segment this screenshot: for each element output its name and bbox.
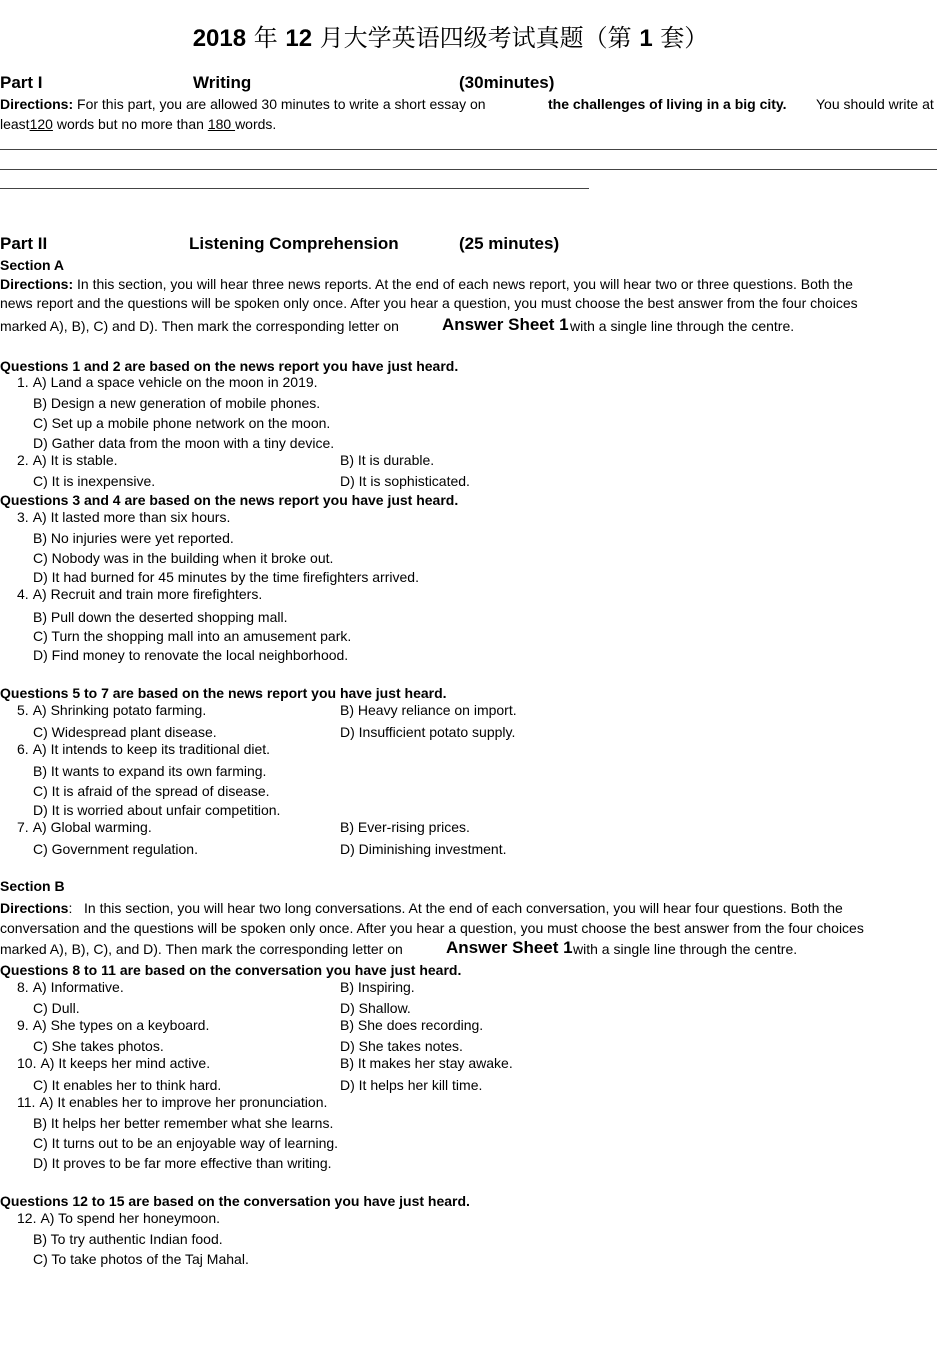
section-a-heading: Section A (0, 257, 65, 273)
q5-option-d: D) Insufficient potato supply. (340, 724, 516, 740)
q11-option-d: D) It proves to be far more effective than writing. (33, 1155, 332, 1171)
section-b-directions-line3: marked A), B), C), and D). Then mark the corresponding letter on (0, 941, 403, 957)
title-month: 12 (285, 25, 313, 52)
part1-directions-line1 (0, 96, 486, 112)
answer-line (0, 149, 937, 150)
q2-option-d: D) It is sophisticated. (340, 473, 470, 489)
part1-essay-topic: the challenges of living in a big city. (548, 96, 787, 112)
q12-option-a-text: A) To spend her honeymoon. (40, 1210, 220, 1226)
q1-option-a-text: A) Land a space vehicle on the moon in 2019. (32, 374, 318, 390)
answer-line (0, 188, 589, 189)
section-a-directions-lead: Directions: (0, 276, 74, 292)
section-a-answer-sheet: Answer Sheet 1 (442, 315, 569, 334)
part1-middle-text: words but no more than (52, 116, 208, 132)
q7-option-c: C) Government regulation. (33, 841, 198, 857)
part1-directions-text: For this part, you are allowed 30 minutes to write a short essay on (73, 96, 486, 112)
q11-option-a-text: A) It enables her to improve her pronunciation. (39, 1094, 328, 1110)
title-set-number: 1 (639, 25, 653, 52)
part1-time: (30minutes) (459, 73, 555, 92)
q10-option-c: C) It enables her to think hard. (33, 1077, 222, 1093)
q9-number: 9. (17, 1017, 29, 1033)
q10-option-b: B) It makes her stay awake. (340, 1055, 513, 1071)
part2-name: Listening Comprehension (189, 234, 399, 253)
section-a-directions-line1 (0, 276, 853, 292)
part1-least-text: least (0, 116, 30, 132)
q7-option-b: B) Ever-rising prices. (340, 819, 470, 835)
title-text: 月大学英语四级考试真题（第 (312, 24, 640, 52)
q12-option-b: B) To try authentic Indian food. (33, 1231, 223, 1247)
section-a-directions-text: In this section, you will hear three news reports. At the end of each news report, you will hear two or three questions. Both the (73, 276, 853, 292)
section-b-heading: Section B (0, 878, 65, 894)
q1-option-a (17, 374, 318, 390)
q12-number: 12. (17, 1210, 37, 1226)
q6-option-b: B) It wants to expand its own farming. (33, 763, 267, 779)
title-set-end: 套） (652, 24, 709, 52)
q12-option-a (17, 1210, 220, 1226)
q11-number: 11. (17, 1094, 36, 1110)
part1-directions-continued: You should write at (816, 96, 934, 112)
q5-option-a (17, 702, 206, 718)
part1-name: Writing (193, 73, 252, 92)
part1-directions-line2 (0, 116, 276, 132)
q10-number: 10. (17, 1055, 37, 1071)
part1-max-words: 180 (207, 116, 236, 132)
q10-option-d: D) It helps her kill time. (340, 1077, 483, 1093)
q2-option-a (17, 452, 118, 468)
q6-option-c: C) It is afraid of the spread of disease. (33, 783, 270, 799)
q4-option-b: B) Pull down the deserted shopping mall. (33, 609, 288, 625)
q9-option-a (17, 1017, 209, 1033)
q3-option-d: D) It had burned for 45 minutes by the time firefighters arrived. (33, 569, 419, 585)
q7-option-a (17, 819, 152, 835)
part1-label: Part I (0, 73, 43, 92)
q4-option-a (17, 586, 262, 602)
q2-option-b: B) It is durable. (340, 452, 435, 468)
q1-option-b: B) Design a new generation of mobile phones. (33, 395, 321, 411)
title-year-unit: 年 (246, 24, 286, 52)
page-title (0, 24, 901, 53)
q1-option-c: C) Set up a mobile phone network on the moon. (33, 415, 331, 431)
question-group-heading: Questions 12 to 15 are based on the conversation you have just heard. (0, 1193, 470, 1209)
q8-option-a (17, 979, 124, 995)
part2-label: Part II (0, 234, 48, 253)
part1-end-text: words. (235, 116, 277, 132)
section-b-directions-lead: Directions (0, 900, 69, 916)
q1-number: 1. (17, 374, 29, 390)
q9-option-c: C) She takes photos. (33, 1038, 164, 1054)
q7-number: 7. (17, 819, 29, 835)
section-a-directions-line2: news report and the questions will be spoken only once. After you hear a question, you must choose the best answer from the four choices (0, 295, 858, 311)
q10-option-a (17, 1055, 210, 1071)
q3-option-b: B) No injuries were yet reported. (33, 530, 234, 546)
q7-option-a-text: A) Global warming. (32, 819, 152, 835)
section-b-directions-line1 (0, 900, 843, 916)
part1-directions-lead: Directions: (0, 96, 74, 112)
q8-option-c: C) Dull. (33, 1000, 80, 1016)
q8-number: 8. (17, 979, 29, 995)
q4-option-a-text: A) Recruit and train more firefighters. (32, 586, 263, 602)
q8-option-a-text: A) Informative. (32, 979, 124, 995)
q6-number: 6. (17, 741, 29, 757)
q7-option-d: D) Diminishing investment. (340, 841, 507, 857)
part1-min-words: 120 (29, 116, 53, 132)
q8-option-d: D) Shallow. (340, 1000, 411, 1016)
question-group-heading: Questions 3 and 4 are based on the news report you have just heard. (0, 492, 459, 508)
q1-option-d: D) Gather data from the moon with a tiny device. (33, 435, 335, 451)
title-year: 2018 (192, 25, 247, 52)
q12-option-c: C) To take photos of the Taj Mahal. (33, 1251, 249, 1267)
q6-option-d: D) It is worried about unfair competition. (33, 802, 281, 818)
q3-option-c: C) Nobody was in the building when it broke out. (33, 550, 334, 566)
section-a-directions-line3: marked A), B), C) and D). Then mark the corresponding letter on (0, 318, 399, 334)
q2-option-c: C) It is inexpensive. (33, 473, 156, 489)
q9-option-b: B) She does recording. (340, 1017, 484, 1033)
q11-option-c: C) It turns out to be an enjoyable way of learning. (33, 1135, 339, 1151)
question-group-heading: Questions 1 and 2 are based on the news report you have just heard. (0, 358, 459, 374)
q5-option-a-text: A) Shrinking potato farming. (32, 702, 207, 718)
q5-option-b: B) Heavy reliance on import. (340, 702, 517, 718)
q3-number: 3. (17, 509, 29, 525)
q4-number: 4. (17, 586, 29, 602)
section-b-directions-line2: conversation and the questions will be spoken only once. After you hear a question, you must choose the best answer from the four choices (0, 920, 864, 936)
part2-time: (25 minutes) (459, 234, 560, 253)
q11-option-a (17, 1094, 327, 1110)
q9-option-d: D) She takes notes. (340, 1038, 463, 1054)
section-b-directions-line3-end: with a single line through the centre. (573, 941, 798, 957)
answer-line (0, 169, 937, 170)
section-a-directions-line3-end: with a single line through the centre. (570, 318, 795, 334)
question-group-heading: Questions 8 to 11 are based on the conversation you have just heard. (0, 962, 462, 978)
q3-option-a (17, 509, 230, 525)
q4-option-c: C) Turn the shopping mall into an amusement park. (33, 628, 352, 644)
section-b-answer-sheet: Answer Sheet 1 (446, 938, 573, 957)
q9-option-a-text: A) She types on a keyboard. (32, 1017, 210, 1033)
q11-option-b: B) It helps her better remember what she learns. (33, 1115, 334, 1131)
q5-option-c: C) Widespread plant disease. (33, 724, 217, 740)
section-b-directions-text: : In this section, you will hear two long conversations. At the end of each conversation, you will hear four questions. Both the (68, 900, 843, 916)
q5-number: 5. (17, 702, 29, 718)
q6-option-a (17, 741, 270, 757)
q2-option-a-text: A) It is stable. (32, 452, 118, 468)
q10-option-a-text: A) It keeps her mind active. (40, 1055, 211, 1071)
q3-option-a-text: A) It lasted more than six hours. (32, 509, 231, 525)
q4-option-d: D) Find money to renovate the local neighborhood. (33, 647, 349, 663)
question-group-heading: Questions 5 to 7 are based on the news report you have just heard. (0, 685, 447, 701)
q2-number: 2. (17, 452, 29, 468)
q6-option-a-text: A) It intends to keep its traditional diet. (32, 741, 271, 757)
q8-option-b: B) Inspiring. (340, 979, 415, 995)
